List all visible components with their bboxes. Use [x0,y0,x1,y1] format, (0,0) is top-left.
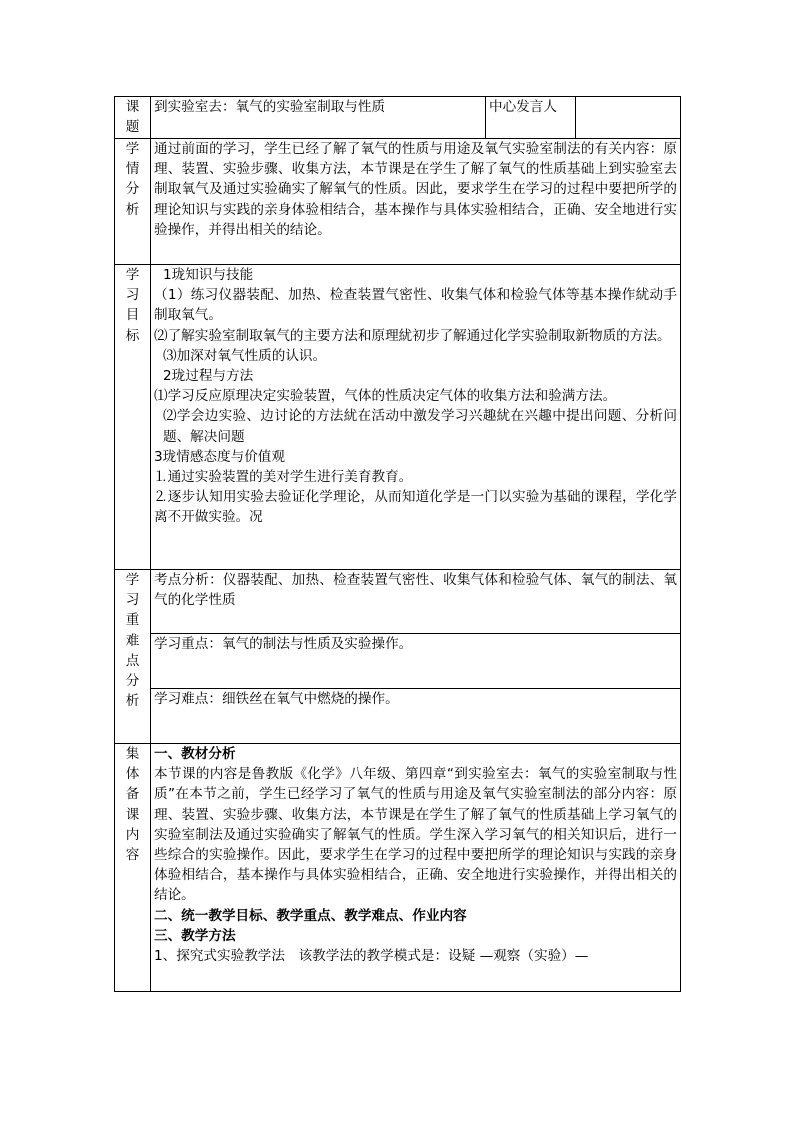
analysis-label: 学情分析 [125,141,140,218]
exam-cell [151,570,681,634]
lesson-plan-table [114,96,681,992]
analysis-text: 通过前面的学习，学生已经了解了氧气的性质与用途及氧气实验室制法的有关内容：原理、装置、实验步骤、收集方法，本节课是在学生了解了氧气的性质基础上到实验室去制取氧气及通过实验确实了解氧气的性质。因此，要求学生在学习的过程中要把所学的理论知识与实践的亲身体验相结合，基本操作与具体实验相结合，正确、安全地进行实验操作，并得出相关的结论。 [154,141,677,238]
key-points-label: 学习重难点分析 [125,572,140,710]
exam-row [115,570,681,634]
difficulty-cell [151,689,681,744]
goals-line: 1珑知识与技能 [163,267,254,283]
difficulty-row [115,689,681,744]
focus-text: 学习重点：氧气的制法与性质及实验操作。 [154,636,413,652]
collective-paragraph: 本节课的内容是鲁教版《化学》八年级、第四章“到实验室去：氧气的实验室制取与性质”在本节之前，学生已经学习了氧气的性质与用途及氧气实验室制法的部分内容：原理、装置、实验步骤、收集方法，本节课是在学生了解了氧气的性质基础上学习氧气的实验室制法及通过实验确实了解氧气的性质。学生深入学习氧气的相关知识后，进行一些综合的实验操作。因此，要求学生在学习的过程中要把所学的理论知识与实践的亲身体验相结合，基本操作与具体实验相结合，正确、安全地进行实验操作，并得出相关的结论。 [154,766,677,904]
speaker-label-cell [486,97,576,139]
section-heading: 一、教材分析 [154,746,236,762]
goals-line: ⑵了解实验室制取氧气的主要方法和原理紌初步了解通过化学实验制取新物质的方法。 [154,327,671,344]
goals-row [115,265,681,570]
collective-paragraph: 1、探究式实验教学法 该教学法的教学模式是：设疑 —观察（实验）— [154,948,589,965]
collective-row [115,744,681,992]
goals-line: ⒈通过实验装置的美对学生进行美育教育。 [154,469,413,486]
topic-cell [151,97,486,139]
goals-line: 2珑过程与方法 [163,368,254,385]
speaker-value-cell [576,97,681,139]
goals-cell [151,265,681,570]
speaker-label: 中心发言人 [489,99,557,115]
goals-line: （1）练习仪器装配、加热、检查装置气密性、收集气体和检验气体等基本操作紌动手制取氧气。 [154,287,677,324]
collective-label: 集体备课内容 [125,746,140,864]
collective-label-cell [115,744,151,992]
goals-label-cell [115,265,151,570]
topic-label: 课题 [125,99,140,136]
goals-line: ⑵学会边实验、边讨论的方法紌在活动中激发学习兴趣紌在兴趣中提出问题、分析问题、解决问题 [163,408,677,445]
goals-line: ⒉逐步认知用实验去验证化学理论，从而知道化学是一门以实验为基础的课程，学化学离不开做实验。况 [154,489,677,526]
focus-cell [151,634,681,689]
goals-line: ⑴学习反应原理决定实验装置，气体的性质决定气体的收集方法和验满方法。 [154,388,617,405]
analysis-row [115,139,681,265]
collective-cell [151,744,681,992]
section-heading: 三、教学方法 [154,927,236,944]
exam-text: 考点分析：仪器装配、加热、检查装置气密性、收集气体和检验气体、氧气的制法、氧气的化学性质 [154,572,677,609]
title-row [115,97,681,139]
difficulty-text: 学习难点：细铁丝在氧气中燃烧的操作。 [154,691,399,707]
analysis-label-cell [115,139,151,265]
goals-line: 3珑情感态度与价值观 [154,448,285,465]
topic-text: 到实验室去：氧气的实验室制取与性质 [154,99,386,115]
focus-row [115,634,681,689]
key-points-label-cell [115,570,151,744]
section-heading: 二、统一教学目标、教学重点、教学难点、作业内容 [154,907,467,924]
topic-label-cell [115,97,151,139]
goals-label: 学习目标 [125,267,140,344]
goals-line: ⑶加深对氧气性质的认识。 [163,347,327,364]
analysis-cell [151,139,681,265]
